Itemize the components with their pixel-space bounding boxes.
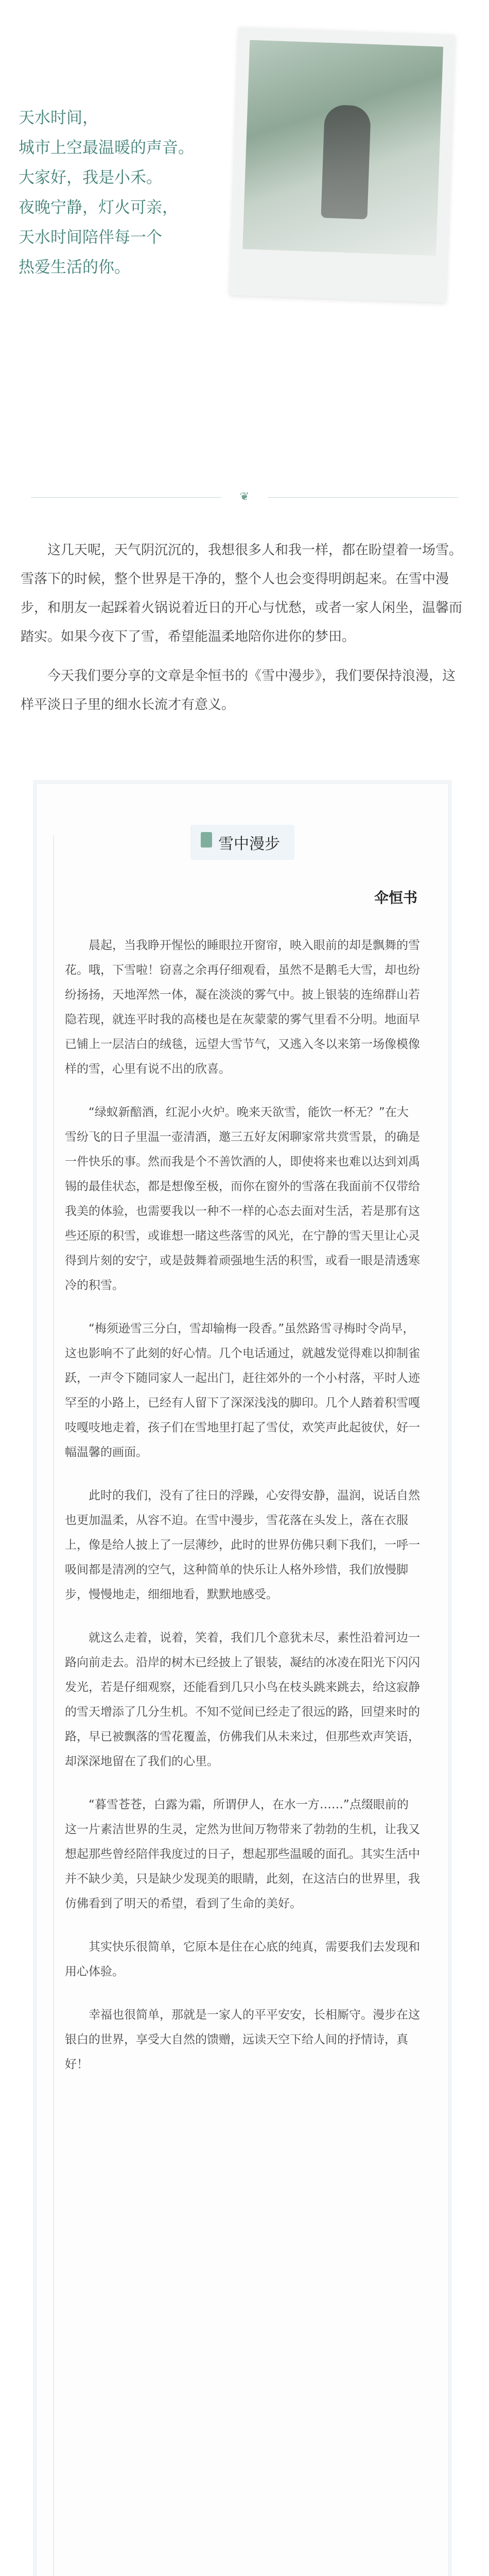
- divider-left: [31, 497, 221, 498]
- header-line: 天水时间，: [19, 109, 98, 127]
- intro-paragraph: 这几天呢，天气阴沉沉的，我想很多人和我一样，都在盼望着一场雪。雪落下的时候，整个世界是干净的，整个人也会变得明朗起来。在雪中漫步，和朋友一起踩着火锅说着近日的开心与忧愁，或者一家人闲坐，温馨而踏实。如果今夜下了雪，希望能温柔地陪你进你的梦田。: [21, 543, 463, 645]
- article-author: 伞恒书: [374, 889, 417, 906]
- header-intro-text: [19, 103, 219, 282]
- article-paragraph: 此时的我们，没有了往日的浮躁，心安得安静，温润，说话自然也更加温柔，从容不迫。在雪中漫步，雪花落在头发上，落在衣服上，像是给人披上了一层薄纱，此时的世界仿佛只剩下我们，一呼一吸间都是清冽的空气，这种简单的快乐让人格外珍惜，我们放慢脚步，慢慢地走，细细地看，默默地感受。: [65, 1489, 420, 1601]
- intro-text: [21, 536, 468, 730]
- article-card: [36, 783, 449, 2576]
- article-paragraph: 晨起，当我睁开惺忪的睡眼拉开窗帘，映入眼前的却是飘舞的雪花。哦，下雪啦！窃喜之余再仔细观看，虽然不是鹅毛大雪，却也纷纷扬扬，天地浑然一体，凝在淡淡的雾气中。披上银装的连绵群山若隐若现，就连平时我的高楼也是在灰蒙蒙的雾气里看不分明。地面早已铺上一层洁白的绒毯，远望大雪节气，又逃入冬以来第一场像模像样的雪，心里有说不出的欣喜。: [65, 939, 420, 1076]
- header-line: 夜晚宁静，灯火可亲，: [19, 198, 178, 217]
- article-side-line: [53, 835, 54, 2576]
- intro-paragraph: 今天我们要分享的文章是伞恒书的《雪中漫步》，我们要保持浪漫，这样平淡日子里的细水长流才有意义。: [21, 668, 456, 713]
- header-line: 天水时间陪伴每一个: [19, 228, 162, 247]
- header-line: 城市上空最温暖的声音。: [19, 139, 194, 157]
- divider-right: [268, 497, 458, 498]
- article-paragraph: 幸福也很简单，那就是一家人的平平安安，长相厮守。漫步在这银白的世界，享受大自然的馈赠，远读天空下给人间的抒情诗，真好！: [65, 2008, 420, 2071]
- article-paragraph: “绿蚁新醅酒，红泥小火炉。晚来天欲雪，能饮一杯无？”在大雪纷飞的日子里温一壶清酒，邀三五好友闲聊家常共赏雪景，的确是一件快乐的事。然而我是个不善饮酒的人，即使将来也难以达到刘禹锡的最佳状态，都是想像至极，而你在窗外的雪落在我面前不仅带给我美的体验，也需要我以一种不一样的心态去面对生活，若是那有这些还原的积雪，或谁想一睹这些落雪的风光，在宁静的雪天里让心灵得到片刻的安宁，或是鼓舞着顽强地生活的积雪，或看一眼是清透寒冷的积雪。: [65, 1106, 420, 1292]
- article-title-wrap: [37, 825, 448, 860]
- header-line: 大家好，我是小禾。: [19, 168, 162, 187]
- header-photo: [242, 40, 443, 256]
- article-paragraph: 就这么走着，说着，笑着，我们几个意犹未尽，素性沿着河边一路向前走去。沿岸的树木已经披上了银装，凝结的冰凌在阳光下闪闪发光，若是仔细观察，还能看到几只小鸟在枝头跳来跳去，给这寂静的雪天增添了几分生机。不知不觉间已经走了很远的路，回望来时的路，早已被飘落的雪花覆盖，仿佛我们从未来过，但那些欢声笑语，却深深地留在了我们的心里。: [65, 1631, 420, 1768]
- leaf-ornament-icon: ❦: [239, 490, 250, 503]
- header-photo-card: [230, 27, 455, 302]
- article-paragraph: 其实快乐很简单，它原本是住在心底的纯真，需要我们去发现和用心体验。: [65, 1940, 420, 1978]
- article-paragraph: “暮雪苍苍，白露为霜，所谓伊人，在水一方……”点缀眼前的这一片素洁世界的生灵，定然为世间万物带来了勃勃的生机，让我又想起那些曾经陪伴我度过的日子，想起那些温暖的面孔。其实生活中并不缺少美，只是缺少发现美的眼睛，此刻，在这洁白的世界里，我仿佛看到了明天的希望，看到了生命的美好。: [65, 1798, 420, 1910]
- article-paragraph: “梅须逊雪三分白，雪却输梅一段香。”虽然路雪寻梅时令尚早，这也影响不了此刻的好心情。几个电话通过，就越发觉得难以抑制雀跃，一声令下随同家人一起出门，赶往郊外的一个小村落，平时人迹罕至的小路上，已经有人留下了深深浅浅的脚印。几个人踏着积雪嘎吱嘎吱地走着，孩子们在雪地里打起了雪仗，欢笑声此起彼伏，好一幅温馨的画面。: [65, 1322, 420, 1459]
- article-title: 雪中漫步: [190, 825, 294, 860]
- article-body: [65, 933, 420, 2095]
- header-section: [0, 0, 489, 464]
- person-silhouette: [321, 105, 371, 219]
- header-line: 热爱生活的你。: [19, 258, 130, 277]
